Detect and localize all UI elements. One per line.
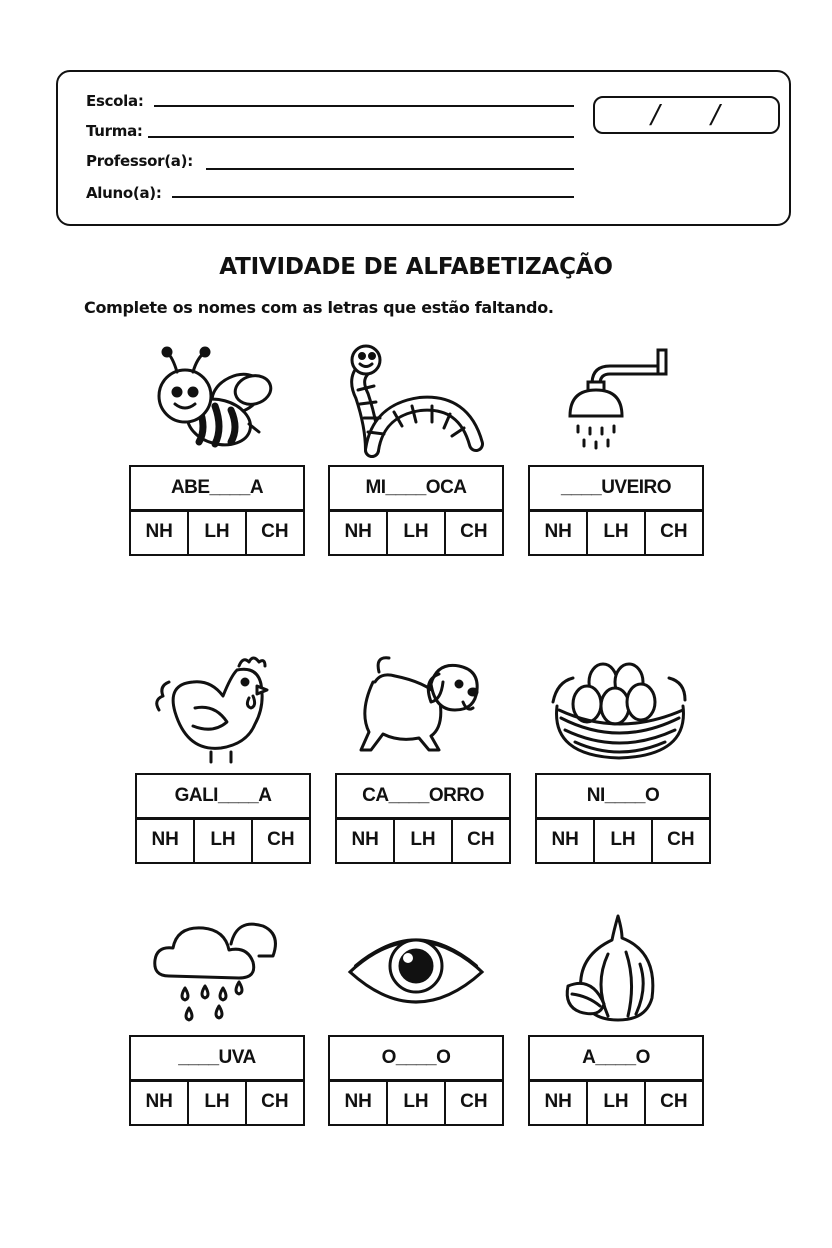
word-box: ____UVEIRO bbox=[528, 465, 704, 511]
option-nh[interactable]: NH bbox=[135, 818, 195, 864]
instruction-text: Complete os nomes com as letras que estão faltando. bbox=[84, 298, 554, 317]
option-ch[interactable]: CH bbox=[644, 1080, 704, 1126]
word-box: MI____OCA bbox=[328, 465, 504, 511]
rain-cloud-icon bbox=[129, 914, 305, 1026]
class-field[interactable] bbox=[148, 136, 574, 138]
letter-options bbox=[535, 818, 711, 864]
bee-icon bbox=[129, 344, 305, 456]
school-field[interactable] bbox=[154, 105, 574, 107]
option-nh[interactable]: NH bbox=[328, 510, 388, 556]
teacher-field[interactable] bbox=[206, 168, 574, 170]
student-label: Aluno(a): bbox=[86, 184, 162, 202]
class-label: Turma: bbox=[86, 122, 143, 140]
teacher-label: Professor(a): bbox=[86, 152, 193, 170]
option-ch[interactable]: CH bbox=[444, 1080, 504, 1126]
option-nh[interactable]: NH bbox=[528, 510, 588, 556]
letter-options bbox=[328, 1080, 504, 1126]
option-nh[interactable]: NH bbox=[335, 818, 395, 864]
option-lh[interactable]: LH bbox=[593, 818, 653, 864]
page-title: ATIVIDADE DE ALFABETIZAÇÃO bbox=[219, 254, 613, 280]
letter-options bbox=[129, 1080, 305, 1126]
option-lh[interactable]: LH bbox=[386, 1080, 446, 1126]
option-lh[interactable]: LH bbox=[187, 510, 247, 556]
worm-icon bbox=[328, 344, 504, 456]
option-lh[interactable]: LH bbox=[586, 510, 646, 556]
option-lh[interactable]: LH bbox=[187, 1080, 247, 1126]
option-lh[interactable]: LH bbox=[586, 1080, 646, 1126]
eye-icon bbox=[328, 914, 504, 1026]
header-box bbox=[56, 70, 791, 226]
option-lh[interactable]: LH bbox=[193, 818, 253, 864]
option-ch[interactable]: CH bbox=[451, 818, 511, 864]
letter-options bbox=[328, 510, 504, 556]
option-nh[interactable]: NH bbox=[535, 818, 595, 864]
puppy-icon bbox=[335, 652, 511, 764]
word-box: NI____O bbox=[535, 773, 711, 819]
letter-options bbox=[528, 1080, 704, 1126]
shower-icon bbox=[528, 344, 704, 456]
option-ch[interactable]: CH bbox=[651, 818, 711, 864]
option-nh[interactable]: NH bbox=[328, 1080, 388, 1126]
option-lh[interactable]: LH bbox=[393, 818, 453, 864]
letter-options bbox=[528, 510, 704, 556]
date-separator: / bbox=[651, 100, 660, 130]
option-ch[interactable]: CH bbox=[245, 510, 305, 556]
option-nh[interactable]: NH bbox=[129, 510, 189, 556]
word-box: ABE____A bbox=[129, 465, 305, 511]
date-separator: / bbox=[711, 100, 720, 130]
word-box: O____O bbox=[328, 1035, 504, 1081]
letter-options bbox=[335, 818, 511, 864]
option-nh[interactable]: NH bbox=[528, 1080, 588, 1126]
school-label: Escola: bbox=[86, 92, 144, 110]
word-box: ____UVA bbox=[129, 1035, 305, 1081]
student-field[interactable] bbox=[172, 196, 574, 198]
date-field[interactable] bbox=[593, 96, 780, 134]
option-ch[interactable]: CH bbox=[251, 818, 311, 864]
word-box: A____O bbox=[528, 1035, 704, 1081]
garlic-icon bbox=[528, 914, 704, 1026]
letter-options bbox=[129, 510, 305, 556]
option-ch[interactable]: CH bbox=[245, 1080, 305, 1126]
letter-options bbox=[135, 818, 311, 864]
option-nh[interactable]: NH bbox=[129, 1080, 189, 1126]
nest-icon bbox=[535, 652, 711, 764]
option-ch[interactable]: CH bbox=[444, 510, 504, 556]
option-lh[interactable]: LH bbox=[386, 510, 446, 556]
hen-icon bbox=[135, 652, 311, 764]
word-box: GALI____A bbox=[135, 773, 311, 819]
option-ch[interactable]: CH bbox=[644, 510, 704, 556]
word-box: CA____ORRO bbox=[335, 773, 511, 819]
